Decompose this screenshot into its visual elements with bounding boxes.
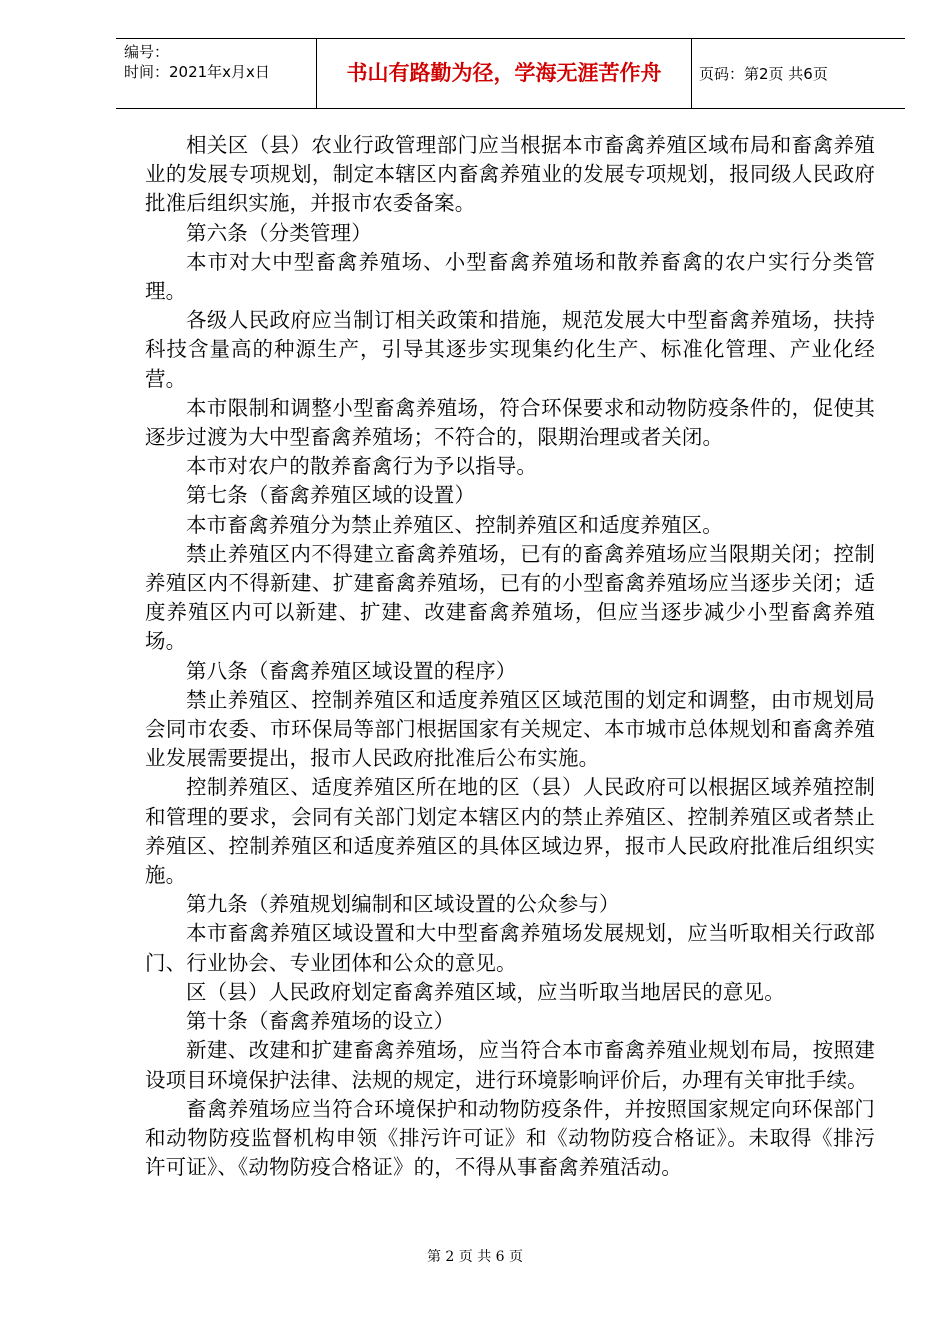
- document-body: [145, 131, 875, 1182]
- paragraph: 新建、改建和扩建畜禽养殖场，应当符合本市畜禽养殖业规划布局，按照建设项目环境保护法律、法规的规定，进行环境影响评价后，办理有关审批手续。: [145, 1038, 875, 1092]
- paragraph: 本市对大中型畜禽养殖场、小型畜禽养殖场和散养畜禽的农户实行分类管理。: [145, 249, 875, 304]
- header-page-number: 页码：第2页 共6页: [699, 65, 828, 83]
- article-heading: 第六条（分类管理）: [186, 220, 372, 245]
- header-motto: 书山有路勤为径，学海无涯苦作舟: [346, 61, 662, 85]
- footer-page-number: 第 2 页 共 6 页: [426, 1249, 524, 1265]
- paragraph: 本市畜禽养殖区域设置和大中型畜禽养殖场发展规划，应当听取相关行政部门、行业协会、专业团体和公众的意见。: [145, 921, 875, 975]
- article-heading: 第七条（畜禽养殖区域的设置）: [186, 483, 476, 508]
- paragraph: 本市畜禽养殖分为禁止养殖区、控制养殖区和适度养殖区。: [186, 512, 723, 537]
- article-heading: 第八条（畜禽养殖区域设置的程序）: [186, 658, 517, 683]
- page-header: [116, 38, 905, 109]
- paragraph: 控制养殖区、适度养殖区所在地的区（县）人民政府可以根据区域养殖控制和管理的要求，会同有关部门划定本辖区内的禁止养殖区、控制养殖区或者禁止养殖区、控制养殖区和适度养殖区的具体区域边界，报市人民政府批准后组织实施。: [145, 775, 875, 888]
- header-meta-cell: [116, 39, 316, 108]
- paragraph: 畜禽养殖场应当符合环境保护和动物防疫条件，并按照国家规定向环保部门和动物防疫监督机构申领《排污许可证》和《动物防疫合格证》。未取得《排污许可证》、《动物防疫合格证》的，不得从事畜禽养殖活动。: [145, 1096, 875, 1180]
- article-heading: 第九条（养殖规划编制和区域设置的公众参与）: [186, 892, 620, 917]
- article-heading: 第十条（畜禽养殖场的设立）: [186, 1009, 455, 1034]
- paragraph: 各级人民政府应当制订相关政策和措施，规范发展大中型畜禽养殖场，扶持科技含量高的种源生产，引导其逐步实现集约化生产、标准化管理、产业化经营。: [145, 308, 875, 391]
- header-motto-cell: [316, 39, 692, 108]
- document-number-label: 编号：: [124, 43, 170, 61]
- document-time-label: 时间：2021年x月x日: [124, 63, 270, 81]
- paragraph: 相关区（县）农业行政管理部门应当根据本市畜禽养殖区域布局和畜禽养殖业的发展专项规划，制定本辖区内畜禽养殖业的发展专项规划，报同级人民政府批准后组织实施，并报市农委备案。: [145, 133, 875, 216]
- paragraph: 本市对农户的散养畜禽行为予以指导。: [186, 454, 538, 479]
- page-footer: [0, 1248, 950, 1266]
- paragraph: 禁止养殖区、控制养殖区和适度养殖区区域范围的划定和调整，由市规划局会同市农委、市环保局等部门根据国家有关规定、本市城市总体规划和畜禽养殖业发展需要提出，报市人民政府批准后公布实施。: [145, 687, 875, 771]
- header-page-cell: [691, 39, 905, 108]
- paragraph: 本市限制和调整小型畜禽养殖场，符合环保要求和动物防疫条件的，促使其逐步过渡为大中型畜禽养殖场；不符合的，限期治理或者关闭。: [145, 395, 875, 450]
- paragraph: 禁止养殖区内不得建立畜禽养殖场，已有的畜禽养殖场应当限期关闭；控制养殖区内不得新建、扩建畜禽养殖场，已有的小型畜禽养殖场应当逐步关闭；适度养殖区内可以新建、扩建、改建畜禽养殖场，但应当逐步减少小型畜禽养殖场。: [145, 541, 875, 654]
- paragraph: 区（县）人民政府划定畜禽养殖区域，应当听取当地居民的意见。: [186, 979, 785, 1004]
